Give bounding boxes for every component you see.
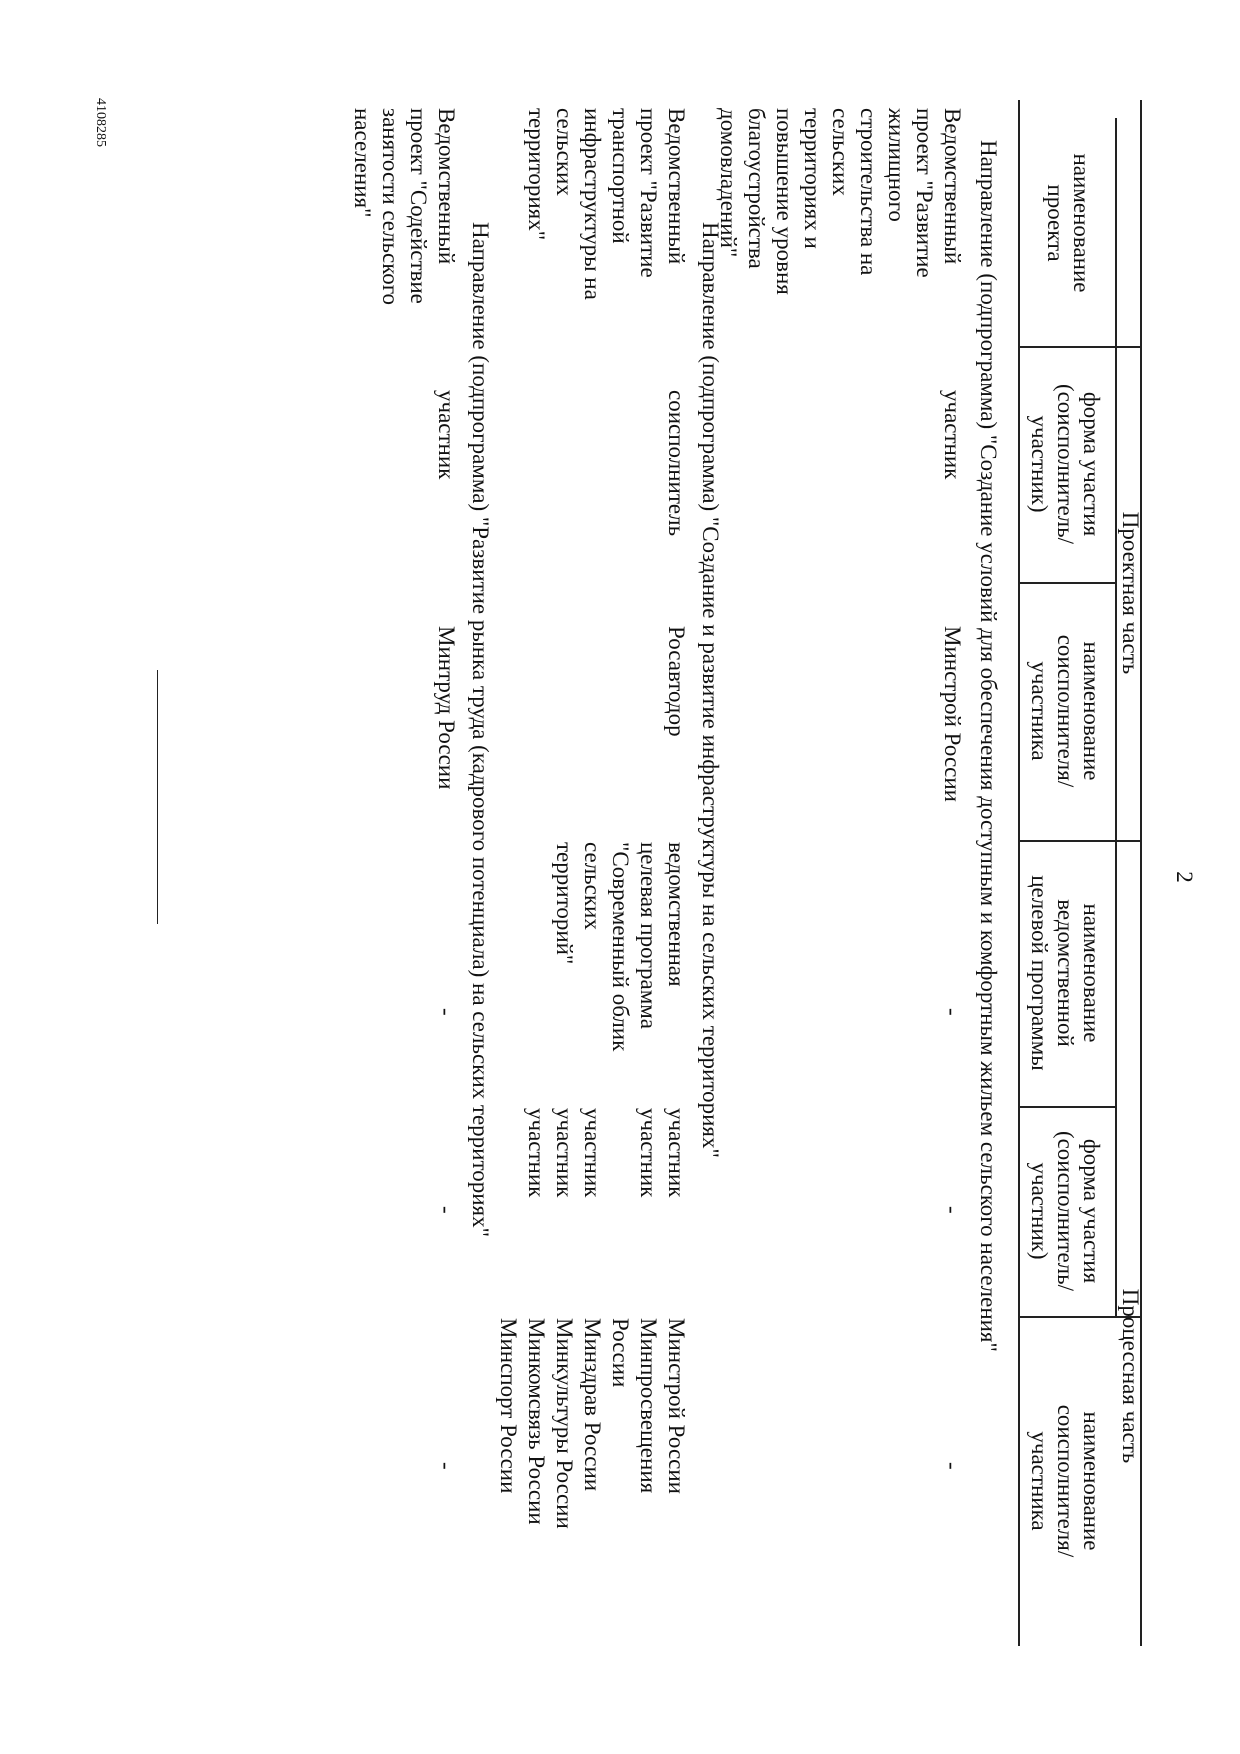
header-process-part: Процессная часть	[1118, 1288, 1143, 1464]
participation-form-cell: соисполнитель	[664, 390, 689, 537]
program-cell: ведомственная целевая программа "Современный облик сельских территорий"	[552, 842, 689, 1052]
section-title: Направление (подпрограмма) "Развитие рынка труда (кадрового потенциала) на сельских территориях"	[468, 222, 493, 1237]
end-separator-line	[157, 670, 158, 924]
process-executor-cell: Минстрой России Минпросвещения России Минздрав России Минкультуры России Минкомсвязь России Минспорт России	[496, 1318, 689, 1529]
participation-form-cell: участник	[940, 390, 965, 480]
header-project-name: наименование проекта	[1043, 153, 1094, 293]
project-name-cell: Ведомственный проект "Развитие транспортной инфраструктуры на сельских территориях"	[524, 108, 689, 300]
header-executor: наименование соисполнителя/ участника	[1027, 634, 1104, 788]
program-cell: -	[940, 1008, 965, 1016]
project-name-cell: Ведомственный проект "Развитие жилищного строительства на сельских территориях и повышение уровня благоустройства домовладений"	[716, 108, 965, 295]
project-name-cell: Ведомственный проект "Содействие занятости сельского населения"	[350, 108, 459, 306]
page-number: 2	[1172, 871, 1197, 883]
process-form-cell: участник участник участник участник участник	[524, 1108, 689, 1198]
participation-form-cell: участник	[434, 390, 459, 480]
section-title: Направление (подпрограмма) "Создание и развитие инфраструктуры на сельских территориях"	[698, 222, 723, 1158]
executor-cell: Минстрой России	[940, 626, 965, 802]
document-code: 4108285	[93, 98, 108, 147]
header-process-form: форма участия (соисполнитель/ участник)	[1027, 1130, 1104, 1292]
executor-cell: Минтруд России	[434, 626, 459, 790]
process-form-cell: -	[940, 1206, 965, 1214]
executor-cell: Росавтодор	[664, 626, 689, 737]
process-executor-cell: -	[940, 1462, 965, 1470]
header-program: наименование ведомственной целевой программы	[1027, 875, 1104, 1071]
table-header-bottom-border	[1018, 100, 1020, 1646]
header-form: форма участия (соисполнитель/ участник)	[1027, 383, 1104, 545]
section-title: Направление (подпрограмма) "Создание условий для обеспечения доступным и комфортным жильем сельского населения"	[976, 140, 1001, 1352]
program-cell: -	[434, 1008, 459, 1016]
process-form-cell: -	[434, 1206, 459, 1214]
header-process-executor: наименование соисполнителя/ участника	[1027, 1404, 1104, 1558]
process-executor-cell: -	[434, 1462, 459, 1470]
header-project-part: Проектная часть	[1118, 511, 1143, 675]
